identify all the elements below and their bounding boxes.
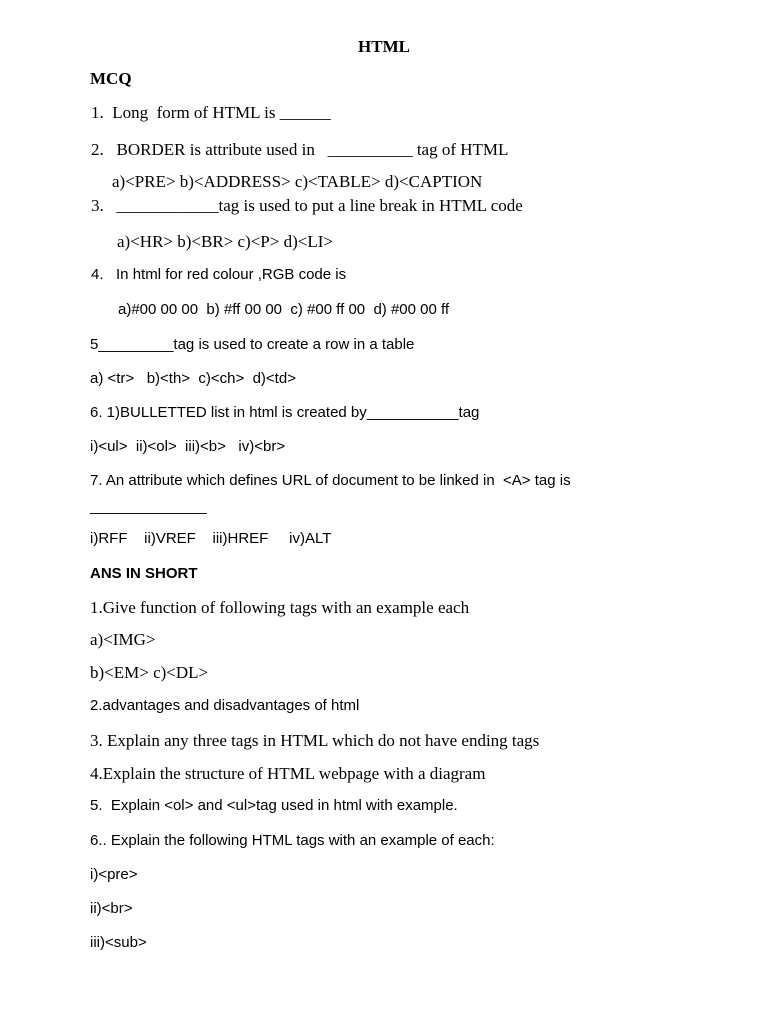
mcq-options-7: i)RFF ii)VREF iii)HREF iv)ALT — [90, 530, 332, 547]
short-question-6: 6.. Explain the following HTML tags with an example of each: — [90, 832, 495, 849]
short-question-1: 1.Give function of following tags with an example each — [90, 598, 470, 617]
short-question-3: 3. Explain any three tags in HTML which do not have ending tags — [90, 731, 540, 750]
short-question-1-bc: b)<EM> c)<DL> — [90, 663, 209, 682]
short-question-6-ii: ii)<br> — [90, 900, 133, 917]
mcq-heading: MCQ — [90, 69, 132, 88]
mcq-question-2: 2. BORDER is attribute used in __________ tag of HTML — [91, 140, 509, 159]
mcq-question-6: 6. 1)BULLETTED list in html is created by___________tag — [90, 404, 480, 421]
short-question-6-iii: iii)<sub> — [90, 934, 147, 951]
mcq-options-2: a)<PRE> b)<ADDRESS> c)<TABLE> d)<CAPTION — [112, 172, 483, 191]
mcq-options-6: i)<ul> ii)<ol> iii)<b> iv)<br> — [90, 438, 286, 455]
short-question-1-a: a)<IMG> — [90, 630, 156, 649]
mcq-options-5: a) <tr> b)<th> c)<ch> d)<td> — [90, 370, 296, 387]
short-question-4: 4.Explain the structure of HTML webpage with a diagram — [90, 764, 486, 783]
mcq-question-3: 3. ____________tag is used to put a line break in HTML code — [91, 196, 523, 215]
short-answer-heading: ANS IN SHORT — [90, 565, 198, 582]
short-question-6-i: i)<pre> — [90, 866, 138, 883]
page-title: HTML — [358, 37, 410, 56]
mcq-question-5: 5_________tag is used to create a row in a table — [90, 336, 415, 353]
mcq-options-3: a)<HR> b)<BR> c)<P> d)<LI> — [117, 232, 333, 251]
short-question-2: 2.advantages and disadvantages of html — [90, 697, 360, 714]
mcq-question-4: 4. In html for red colour ,RGB code is — [91, 266, 347, 283]
mcq-options-4: a)#00 00 00 b) #ff 00 00 c) #00 ff 00 d) #00 00 ff — [118, 301, 450, 318]
mcq-question-1: 1. Long form of HTML is ______ — [91, 103, 331, 122]
mcq-question-7: 7. An attribute which defines URL of document to be linked in <A> tag is — [90, 472, 571, 489]
short-question-5: 5. Explain <ol> and <ul>tag used in html with example. — [90, 797, 458, 814]
mcq-blank-7: ______________ — [90, 498, 207, 515]
